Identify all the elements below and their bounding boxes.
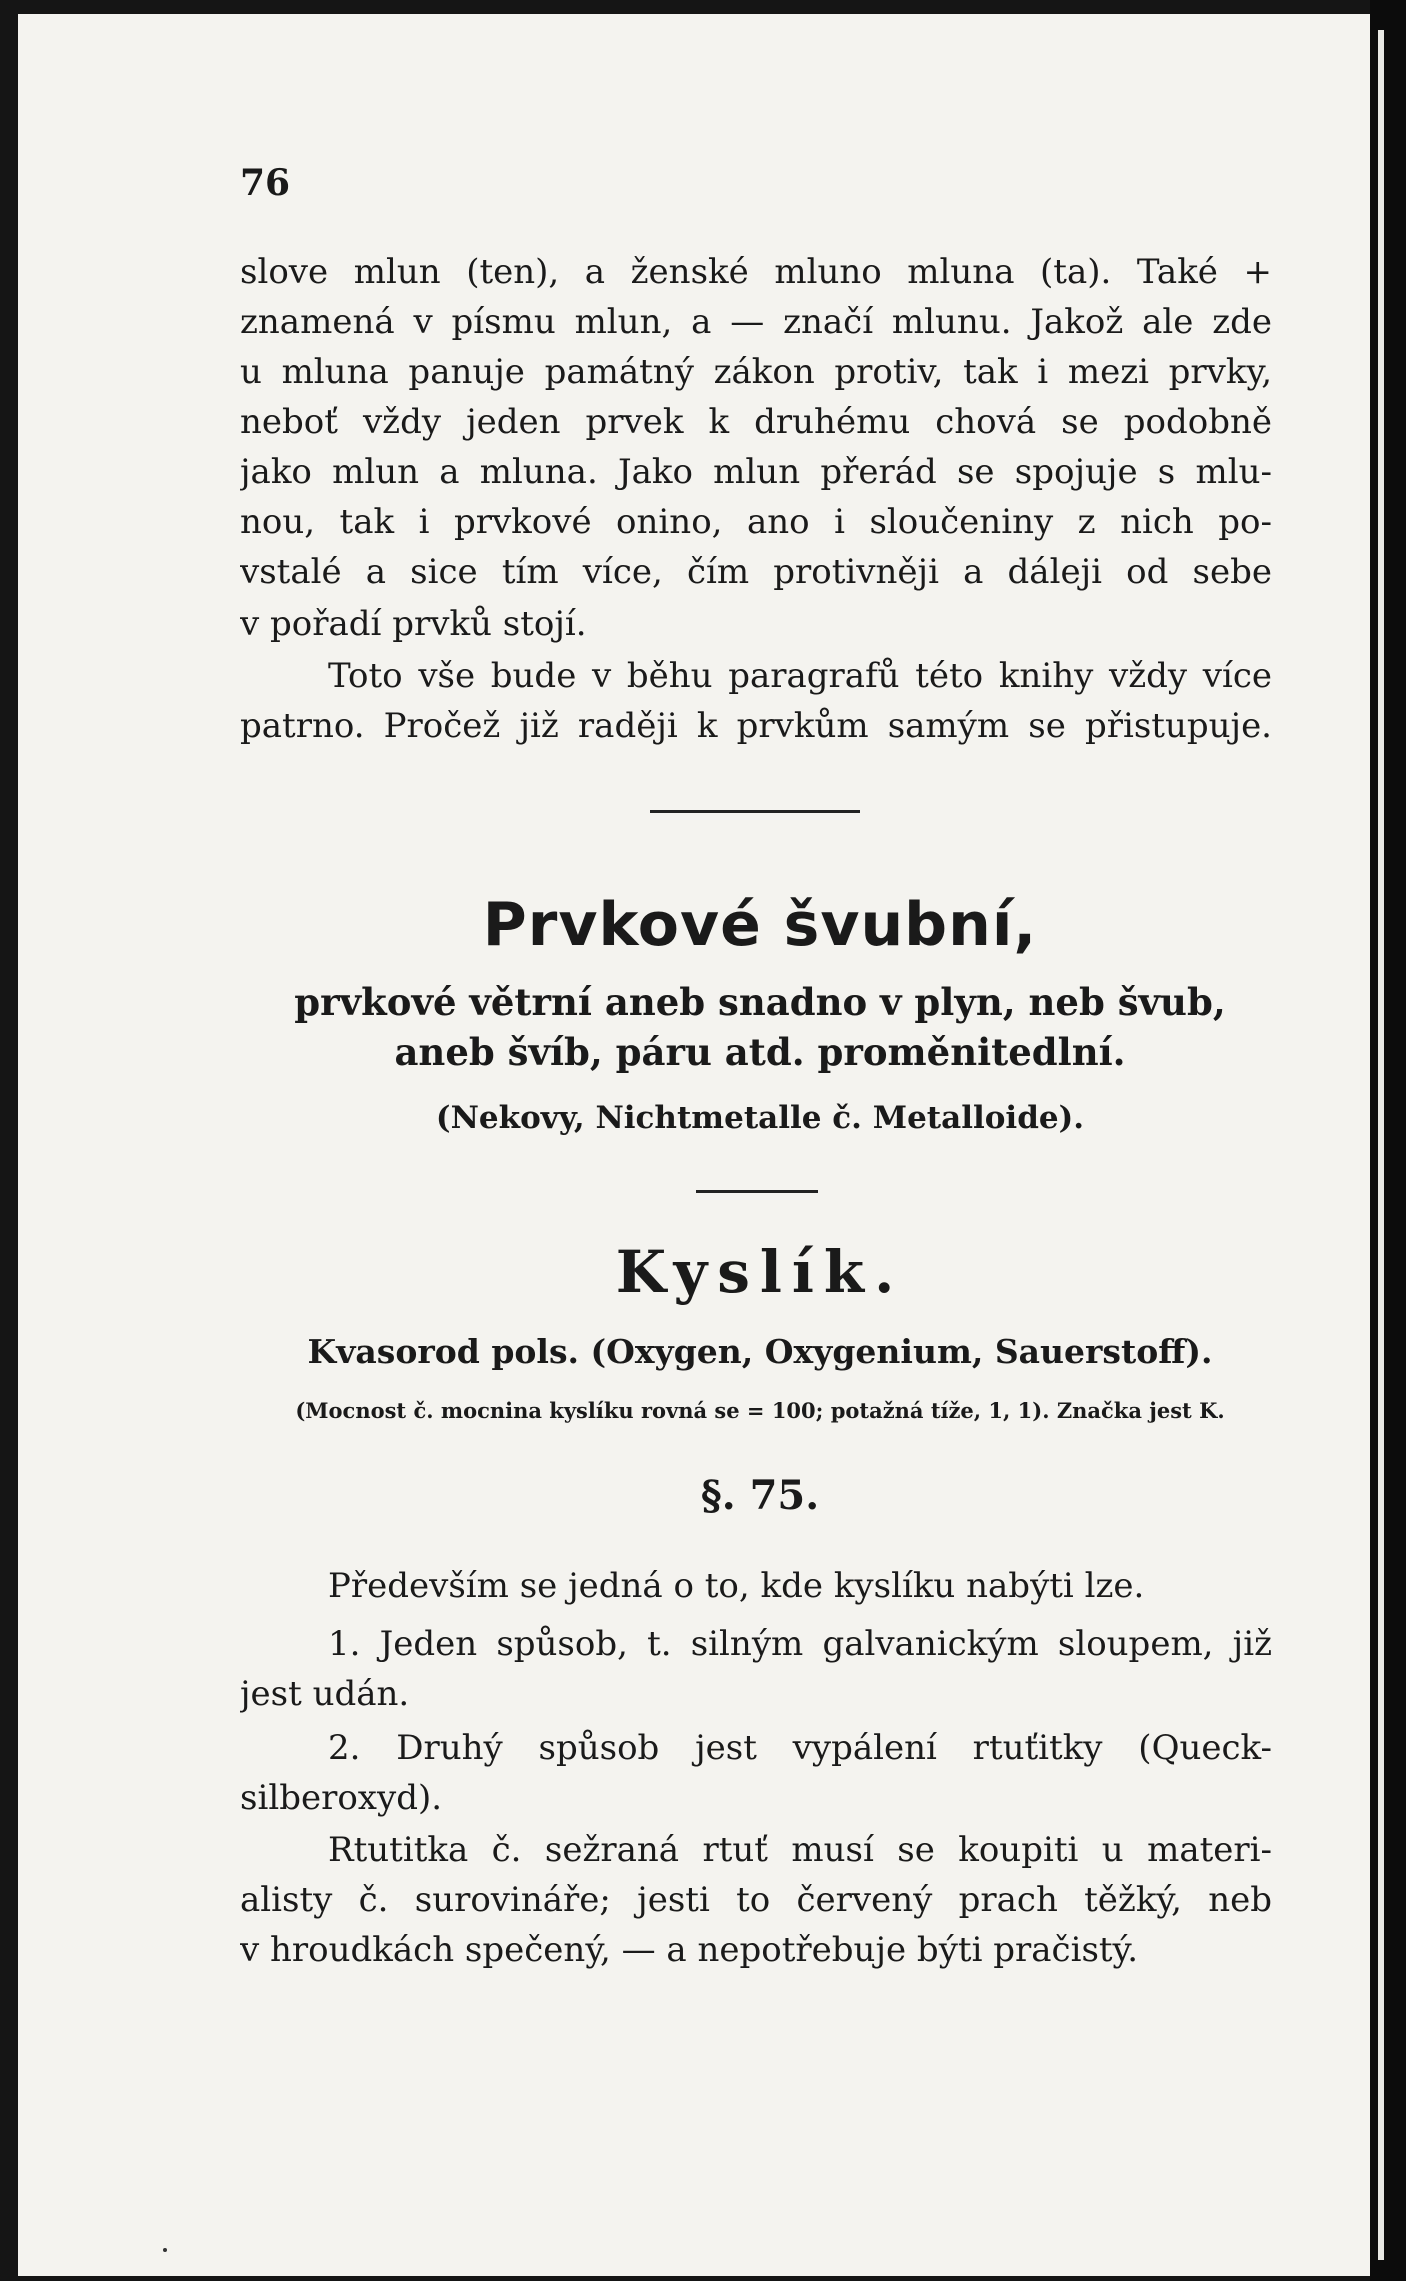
body-line: 2. Druhý spůsob jest vypálení rtuťitky (Queck- <box>328 1728 1272 1768</box>
scan-speck <box>163 2248 167 2252</box>
body-line: znamená v písmu mlun, a — značí mlunu. Jakož ale zde <box>240 302 1272 342</box>
body-line: v hroudkách spečený, — a nepotřebuje býti pračistý. <box>240 1930 1139 1970</box>
body-line: neboť vždy jeden prvek k druhému chová se podobně <box>240 402 1272 442</box>
body-line: patrno. Pročež již raději k prvkům samým se přistupuje. <box>240 706 1272 746</box>
body-line: alisty č. surovináře; jesti to červený prach těžký, neb <box>240 1880 1272 1920</box>
scan-edge <box>1370 0 1406 2281</box>
heading-synonyms: (Nekovy, Nichtmetalle č. Metalloide). <box>435 1100 1085 1136</box>
divider-rule <box>650 810 860 813</box>
body-line: Rtutitka č. sežraná rtuť musí se koupiti u materi- <box>328 1830 1272 1870</box>
element-note: (Mocnost č. mocnina kyslíku rovná se = 100; potažná tíže, 1, 1). Značka jest K. <box>295 1398 1225 1423</box>
section-number: §. 75. <box>700 1472 820 1519</box>
heading-subtitle-line: aneb švíb, páru atd. proměnitedlní. <box>394 1030 1126 1074</box>
element-name: Kyslík. <box>615 1238 905 1306</box>
body-line: Toto vše bude v běhu paragrafů této knihy vždy více <box>328 656 1272 696</box>
element-synonyms: Kvasorod pols. (Oxygen, Oxygenium, Sauerstoff). <box>307 1332 1213 1371</box>
body-line: jest udán. <box>240 1674 410 1714</box>
page-number: 76 <box>240 162 291 204</box>
body-line: silberoxyd). <box>240 1778 443 1818</box>
body-line: jako mlun a mluna. Jako mlun přerád se spojuje s mlu- <box>240 452 1272 492</box>
body-line: nou, tak i prvkové onino, ano i sloučeniny z nich po- <box>240 502 1272 542</box>
body-line: 1. Jeden spůsob, t. silným galvanickým sloupem, již <box>328 1624 1272 1664</box>
body-line: slove mlun (ten), a ženské mluno mluna (ta). Také + <box>240 252 1272 292</box>
body-line: u mluna panuje památný zákon protiv, tak i mezi prvky, <box>240 352 1272 392</box>
body-line: v pořadí prvků stojí. <box>240 604 587 644</box>
page-edge-strip <box>1378 30 1384 2260</box>
divider-rule <box>696 1190 818 1193</box>
heading-subtitle-line: prvkové větrní aneb snadno v plyn, neb švub, <box>294 980 1226 1024</box>
body-line: vstalé a sice tím více, čím protivněji a dáleji od sebe <box>240 552 1272 592</box>
heading-title: Prvkové švubní, <box>482 890 1038 960</box>
body-line: Především se jedná o to, kde kyslíku nabýti lze. <box>328 1566 1145 1606</box>
